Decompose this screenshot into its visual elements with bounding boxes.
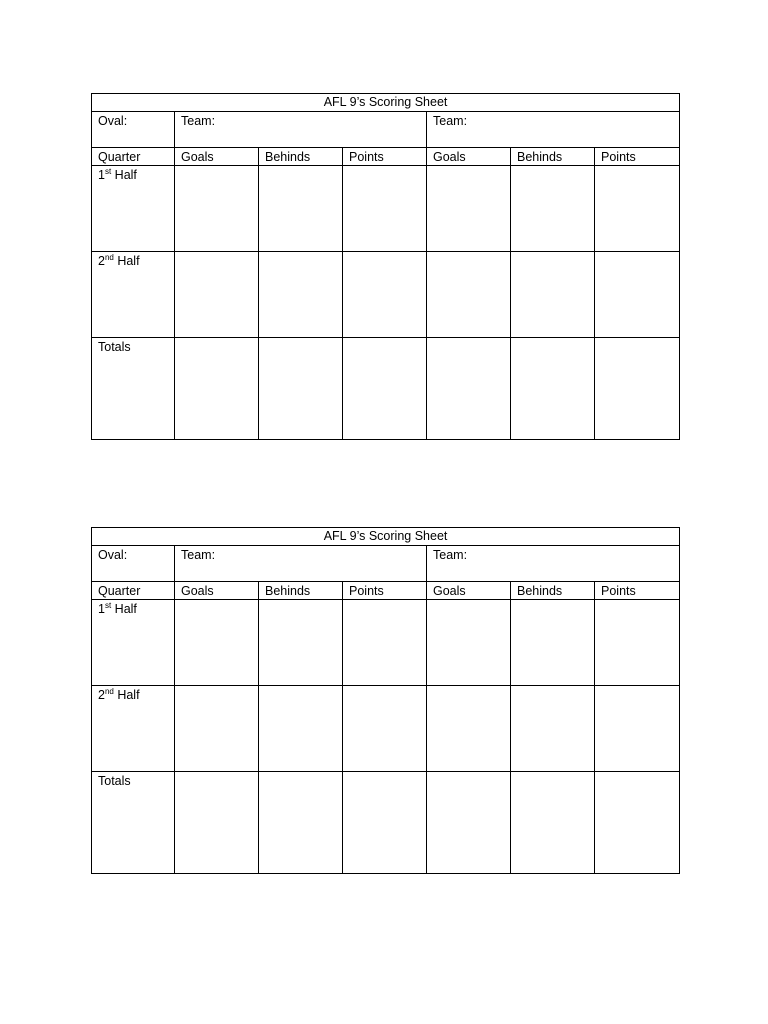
score-cell[interactable] [427, 686, 511, 772]
score-cell[interactable] [595, 166, 680, 252]
second-half-label: 2nd Half [92, 252, 175, 338]
totals-label: Totals [92, 338, 175, 440]
header-team2-points: Points [595, 148, 680, 166]
header-row [92, 148, 680, 166]
score-cell[interactable] [343, 252, 427, 338]
header-team1-goals: Goals [175, 148, 259, 166]
header-team1-behinds: Behinds [259, 582, 343, 600]
header-row [92, 582, 680, 600]
scoring-sheet-1 [91, 93, 680, 440]
header-quarter: Quarter [92, 148, 175, 166]
score-cell[interactable] [259, 166, 343, 252]
team2-field[interactable]: Team: [427, 546, 680, 582]
team1-field[interactable]: Team: [175, 546, 427, 582]
second-half-label: 2nd Half [92, 686, 175, 772]
header-team2-behinds: Behinds [511, 148, 595, 166]
header-team1-goals: Goals [175, 582, 259, 600]
score-cell[interactable] [175, 686, 259, 772]
score-cell[interactable] [511, 600, 595, 686]
title-row [92, 94, 680, 112]
score-cell[interactable] [175, 600, 259, 686]
info-row [92, 112, 680, 148]
second-half-row [92, 686, 680, 772]
header-quarter: Quarter [92, 582, 175, 600]
score-cell[interactable] [175, 772, 259, 874]
header-team2-goals: Goals [427, 148, 511, 166]
score-cell[interactable] [427, 166, 511, 252]
second-half-row [92, 252, 680, 338]
score-cell[interactable] [259, 252, 343, 338]
oval-field[interactable]: Oval: [92, 112, 175, 148]
oval-field[interactable]: Oval: [92, 546, 175, 582]
score-cell[interactable] [175, 166, 259, 252]
header-team2-behinds: Behinds [511, 582, 595, 600]
score-cell[interactable] [595, 338, 680, 440]
score-cell[interactable] [427, 252, 511, 338]
score-cell[interactable] [427, 338, 511, 440]
scoring-sheet-2 [91, 527, 680, 874]
sheet-title: AFL 9’s Scoring Sheet [92, 528, 680, 546]
score-cell[interactable] [259, 686, 343, 772]
totals-label: Totals [92, 772, 175, 874]
score-cell[interactable] [343, 600, 427, 686]
first-half-row [92, 600, 680, 686]
score-cell[interactable] [343, 338, 427, 440]
score-cell[interactable] [595, 686, 680, 772]
team2-field[interactable]: Team: [427, 112, 680, 148]
score-cell[interactable] [343, 772, 427, 874]
score-cell[interactable] [259, 600, 343, 686]
score-cell[interactable] [511, 338, 595, 440]
sheet-title: AFL 9’s Scoring Sheet [92, 94, 680, 112]
header-team2-points: Points [595, 582, 680, 600]
first-half-label: 1st Half [92, 166, 175, 252]
first-half-row [92, 166, 680, 252]
totals-row [92, 772, 680, 874]
score-cell[interactable] [595, 600, 680, 686]
score-cell[interactable] [427, 772, 511, 874]
info-row [92, 546, 680, 582]
score-cell[interactable] [175, 338, 259, 440]
team1-field[interactable]: Team: [175, 112, 427, 148]
score-cell[interactable] [343, 686, 427, 772]
score-cell[interactable] [511, 166, 595, 252]
score-cell[interactable] [511, 252, 595, 338]
score-cell[interactable] [595, 772, 680, 874]
score-cell[interactable] [427, 600, 511, 686]
score-cell[interactable] [259, 338, 343, 440]
score-cell[interactable] [511, 772, 595, 874]
header-team1-points: Points [343, 148, 427, 166]
score-cell[interactable] [511, 686, 595, 772]
totals-row [92, 338, 680, 440]
score-cell[interactable] [595, 252, 680, 338]
score-cell[interactable] [175, 252, 259, 338]
score-cell[interactable] [343, 166, 427, 252]
header-team1-points: Points [343, 582, 427, 600]
first-half-label: 1st Half [92, 600, 175, 686]
title-row [92, 528, 680, 546]
header-team2-goals: Goals [427, 582, 511, 600]
score-cell[interactable] [259, 772, 343, 874]
header-team1-behinds: Behinds [259, 148, 343, 166]
